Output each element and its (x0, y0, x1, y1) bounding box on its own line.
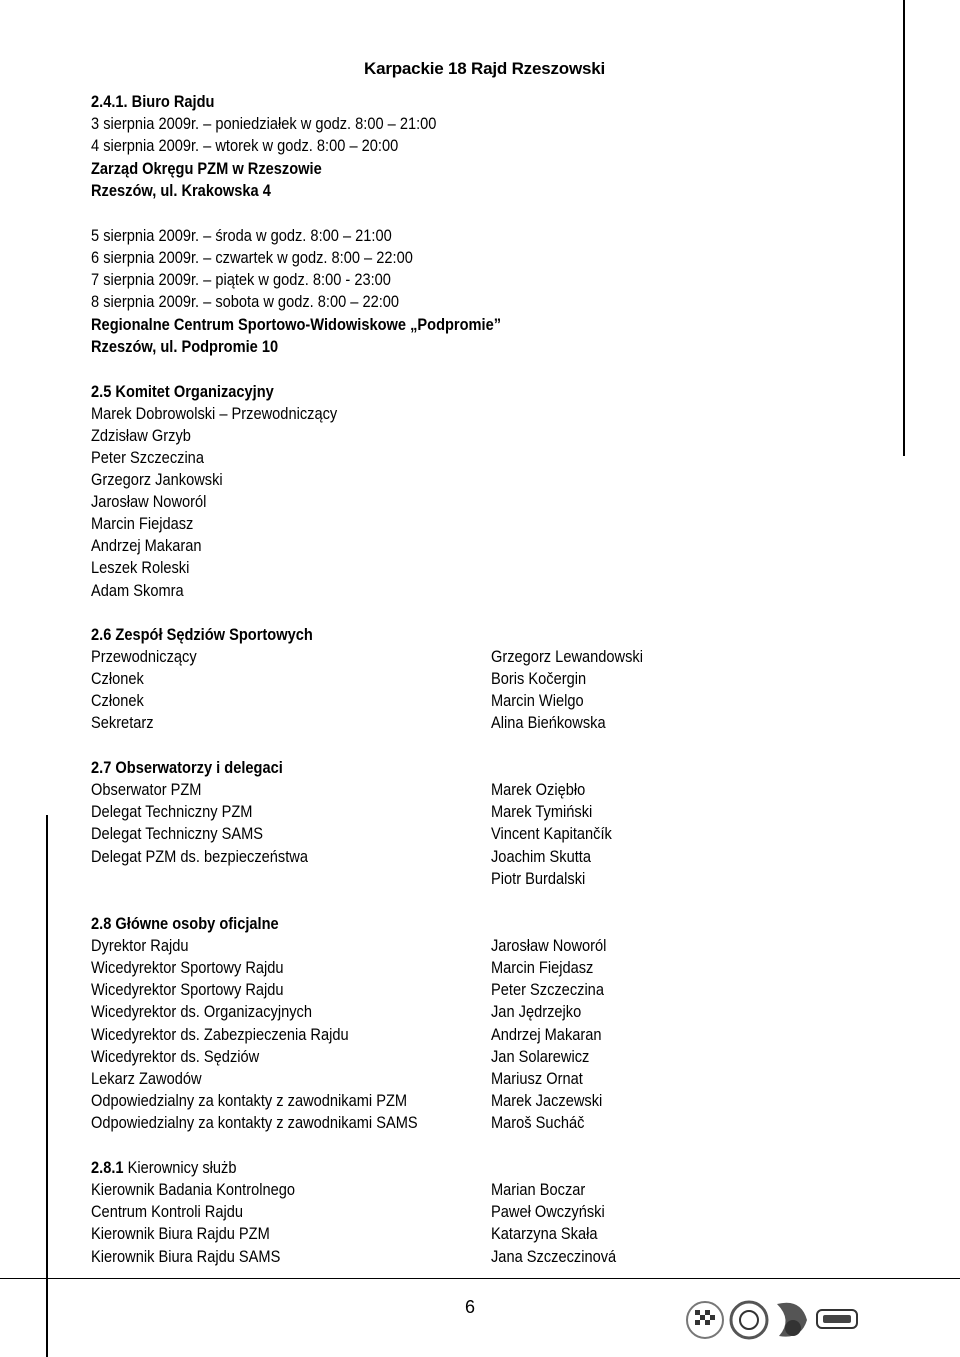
section-heading-kierownicy (91, 1157, 236, 1179)
footer-rule (0, 1278, 960, 1279)
role-label: Kierownik Badania Kontrolnego (91, 1180, 296, 1199)
role-label: Wicedyrektor Sportowy Rajdu (91, 958, 284, 977)
person-name: Maroš Sucháč (491, 1113, 585, 1132)
section-heading-biuro: 2.4.1. Biuro Rajdu (91, 92, 215, 111)
location-line: Zarząd Okręgu PZM w Rzeszowie (91, 159, 322, 178)
role-label: Lekarz Zawodów (91, 1069, 202, 1088)
section-heading-komitet: 2.5 Komitet Organizacyjny (91, 382, 274, 401)
person-name: Marek Tymiński (491, 802, 593, 821)
role-label: Przewodniczący (91, 647, 197, 666)
person-name: Jarosław Noworól (491, 936, 607, 955)
person-name: Mariusz Ornat (491, 1069, 583, 1088)
person-name: Boris Kočergin (491, 669, 587, 688)
sponsor-logos (683, 1290, 863, 1346)
section-title: Kierownicy służb (127, 1158, 237, 1177)
location-line: Rzeszów, ul. Krakowska 4 (91, 181, 271, 200)
role-label: Odpowiedzialny za kontakty z zawodnikami PZM (91, 1091, 408, 1110)
person-name: Marek Jaczewski (491, 1091, 603, 1110)
person-name: Andrzej Makaran (491, 1025, 602, 1044)
person-name: Grzegorz Lewandowski (491, 647, 643, 666)
schedule-line: 6 sierpnia 2009r. – czwartek w godz. 8:00 – 22:00 (91, 248, 413, 267)
location-line: Rzeszów, ul. Podpromie 10 (91, 337, 279, 356)
committee-member: Leszek Roleski (91, 558, 190, 577)
section-heading-oficjalne: 2.8 Główne osoby oficjalne (91, 914, 279, 933)
person-name: Peter Szczeczina (491, 980, 604, 999)
role-label: Obserwator PZM (91, 780, 202, 799)
committee-member: Peter Szczeczina (91, 448, 204, 467)
section-heading-sedziowie: 2.6 Zespół Sędziów Sportowych (91, 625, 313, 644)
role-label: Delegat Techniczny SAMS (91, 824, 264, 843)
person-name: Piotr Burdalski (491, 869, 586, 888)
schedule-line: 5 sierpnia 2009r. – środa w godz. 8:00 – 21:00 (91, 226, 392, 245)
person-name: Alina Bieńkowska (491, 713, 606, 732)
person-name: Katarzyna Skała (491, 1224, 598, 1243)
role-label: Wicedyrektor ds. Organizacyjnych (91, 1002, 313, 1021)
role-label: Kierownik Biura Rajdu PZM (91, 1224, 270, 1243)
committee-member: Jarosław Noworól (91, 492, 207, 511)
committee-member: Adam Skomra (91, 581, 184, 600)
committee-member: Marek Dobrowolski – Przewodniczący (91, 404, 338, 423)
margin-rule-top-right (903, 0, 905, 456)
role-label: Wicedyrektor ds. Sędziów (91, 1047, 260, 1066)
person-name: Marcin Wielgo (491, 691, 584, 710)
pzm-logo (777, 1303, 807, 1337)
schedule-line: 7 sierpnia 2009r. – piątek w godz. 8:00 - 23:00 (91, 270, 391, 289)
role-label: Wicedyrektor Sportowy Rajdu (91, 980, 284, 999)
schedule-line: 8 sierpnia 2009r. – sobota w godz. 8:00 – 22:00 (91, 292, 400, 311)
person-name: Marcin Fiejdasz (491, 958, 594, 977)
role-label: Centrum Kontroli Rajdu (91, 1202, 243, 1221)
committee-member: Zdzisław Grzyb (91, 426, 191, 445)
committee-member: Grzegorz Jankowski (91, 470, 223, 489)
section-heading-obserwatorzy: 2.7 Obserwatorzy i delegaci (91, 758, 283, 777)
section-number: 2.8.1 (91, 1158, 124, 1177)
location-line: Regionalne Centrum Sportowo-Widowiskowe „Podpromie” (91, 315, 502, 334)
person-name: Vincent Kapitančík (491, 824, 612, 843)
role-label: Delegat Techniczny PZM (91, 802, 253, 821)
schedule-line: 3 sierpnia 2009r. – poniedziałek w godz. 8:00 – 21:00 (91, 114, 437, 133)
role-label: Kierownik Biura Rajdu SAMS (91, 1247, 281, 1266)
role-label: Dyrektor Rajdu (91, 936, 189, 955)
person-name: Marek Oziębło (491, 780, 586, 799)
role-label: Członek (91, 691, 144, 710)
role-label: Członek (91, 669, 144, 688)
committee-member: Andrzej Makaran (91, 536, 202, 555)
person-name: Jana Szczeczinová (491, 1247, 617, 1266)
person-name: Marian Boczar (491, 1180, 586, 1199)
person-name: Joachim Skutta (491, 847, 591, 866)
page-header-title: Karpackie 18 Rajd Rzeszowski (364, 59, 606, 78)
role-label: Wicedyrektor ds. Zabezpieczenia Rajdu (91, 1025, 349, 1044)
person-name: Paweł Owczyński (491, 1202, 605, 1221)
person-name: Jan Jędrzejko (491, 1002, 582, 1021)
committee-member: Marcin Fiejdasz (91, 514, 194, 533)
sams-logo (817, 1310, 857, 1328)
schedule-line: 4 sierpnia 2009r. – wtorek w godz. 8:00 – 20:00 (91, 136, 399, 155)
role-label: Sekretarz (91, 713, 154, 732)
margin-rule-bottom-left (46, 815, 48, 1357)
rally-logo (687, 1302, 723, 1338)
role-label: Delegat PZM ds. bezpieczeństwa (91, 847, 308, 866)
pzm-anniversary-logo (731, 1302, 767, 1338)
page-number: 6 (465, 1297, 476, 1317)
role-label: Odpowiedzialny za kontakty z zawodnikami SAMS (91, 1113, 418, 1132)
person-name: Jan Solarewicz (491, 1047, 590, 1066)
